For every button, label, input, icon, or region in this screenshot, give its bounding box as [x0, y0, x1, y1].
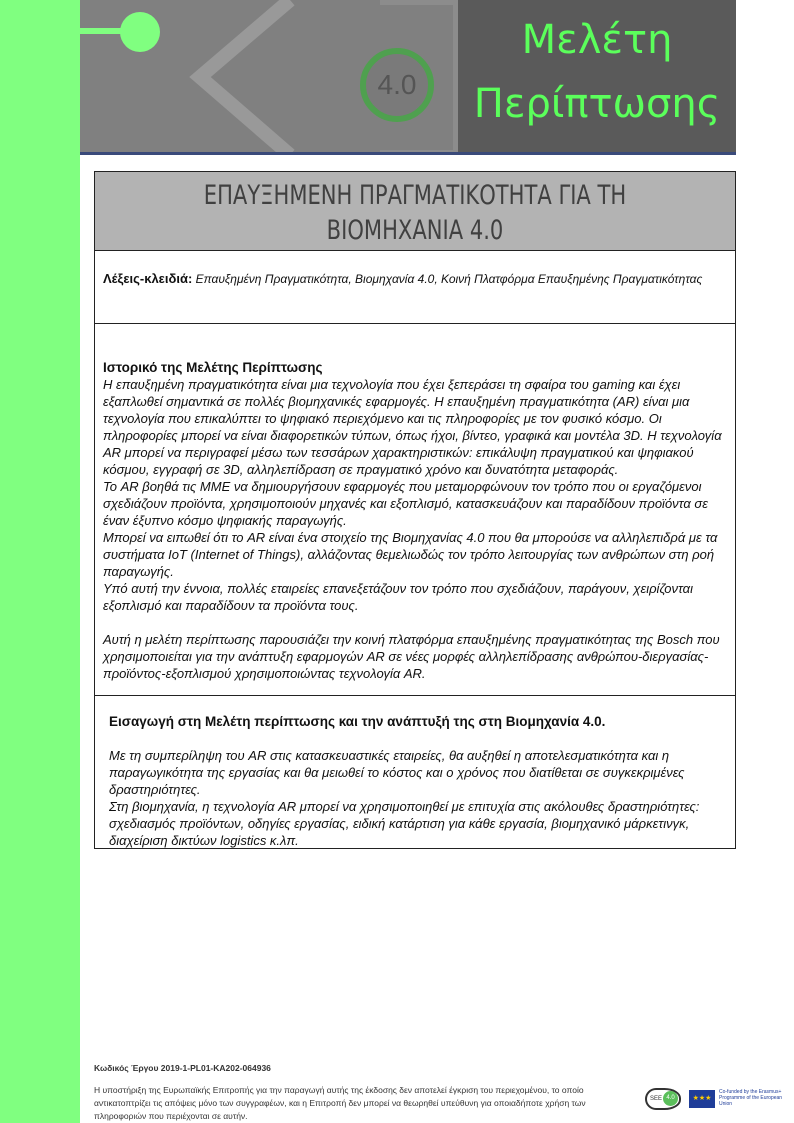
background-paragraph-5: Αυτή η μελέτη περίπτωσης παρουσιάζει την κοινή πλατφόρμα επαυξημένης πραγματικότητας της Bosch που χρησιμοποιείται για την ανάπτυξη εφαρμογών AR σε νέες μορφές αλληλεπίδρασης ανθρώπου-διεργασίας-προϊόντος-εξοπλισμού χρησιμοποιώντας τεχνολογία AR. [103, 632, 720, 681]
background-paragraph-4: Υπό αυτή την έννοια, πολλές εταιρείες επανεξετάζουν τον τρόπο που σχεδιάζουν, παράγουν, χειρίζονται εξοπλισμό και παραδίδουν τα προϊόντα τους. [103, 581, 693, 613]
introduction-cell [95, 696, 735, 848]
page-footer [94, 1063, 594, 1123]
case-study-table [94, 171, 736, 849]
keywords-cell [95, 251, 735, 324]
background-paragraph-3: Μπορεί να ειπωθεί ότι το AR είναι ένα στοιχείο της Βιομηχανίας 4.0 που θα μπορούσε να αλληλεπιδρά με τα συστήματα IoT (Internet of Things), αλλάζοντας θεμελιωδώς τον τρόπο λειτουργίας των ανθρώπων στη ροή παραγωγής. [103, 530, 718, 579]
eu-disclaimer: Η υποστήριξη της Ευρωπαϊκής Επιτροπής για την παραγωγή αυτής της έκδοσης δεν αποτελεί έγκριση του περιεχομένου, το οποίο αντικατοπτρίζει τις απόψεις μόνο των συγγραφέων, και η Επιτροπή δεν μπορεί να θεωρηθεί υπεύθυνη για οποιαδήποτε χρήση των πληροφοριών που περιέχονται σε αυτήν. [94, 1085, 586, 1121]
background-paragraph-2: Το AR βοηθά τις ΜΜΕ να δημιουργήσουν εφαρμογές που μεταμορφώνουν τον τρόπο που οι εργαζόμενοι σχεδιάζουν προϊόντα, χρησιμοποιούν μηχανές και εξοπλισμό, κατασκευάζουν και παραδίδουν προϊόντα σε έναν έξυπνο κόσμο ψηφιακής παραγωγής. [103, 479, 708, 528]
badge-text: 4.0 [377, 69, 417, 100]
see-logo-text: SEE [650, 1096, 663, 1102]
left-sidebar-bar [0, 0, 80, 1123]
header-title-line1: Μελέτη [521, 17, 673, 63]
footer-logos [645, 1088, 783, 1114]
background-cell [95, 324, 735, 696]
page-header [80, 0, 736, 155]
header-title [458, 8, 736, 136]
erasmus-cofunded-text: Co-funded by the Erasmus+ Programme of the European Union [719, 1089, 783, 1107]
header-graphic [80, 0, 458, 155]
keywords-label: Λέξεις-κλειδιά: [103, 271, 193, 286]
header-title-line2: Περίπτωσης [473, 81, 721, 127]
background-paragraph-1: Η επαυξημένη πραγματικότητα είναι μια τεχνολογία που έχει ξεπεράσει τη σφαίρα του gaming και έχει εξαπλωθεί σημαντικά σε πολλές βιομηχανικές εφαρμογές. Η επαυξημένη πραγματικότητα (AR) είναι μια τεχνολογία που επικαλύπτει το ψηφιακό περιεχόμενο και τις πληροφορίες με τον φυσικό κόσμο. Οι πληροφορίες μπορεί να είναι διαφορετικών τύπων, όπως ήχοι, βίντεο, γραφικά και μοντέλα 3D. Η τεχνολογία AR μπορεί να περιγραφεί μέσω των τεσσάρων χαρακτηριστικών: επικάλυψη πραγματικού και ψηφιακού κόσμου, εγγραφή σε 3D, αλληλεπίδραση σε πραγματικό χρόνο και δυνατότητα μεταφοράς. [103, 377, 722, 477]
header-green-dot [120, 12, 160, 52]
document-title-line2: ΒΙΟΜΗΧΑΝΙΑ 4.0 [326, 215, 504, 246]
introduction-paragraph-2: Στη βιομηχανία, η τεχνολογία AR μπορεί να χρησιμοποιηθεί με επιτυχία στις ακόλουθες δραστηριότητες: σχεδιασμός προϊόντων, οδηγίες εργασίας, ειδική κατάρτιση για κάθε εργασία, βιομηχανικό μάρκετινγκ, διαχείριση δικτύων logistics κ.λπ. [109, 799, 700, 848]
introduction-title: Εισαγωγή στη Μελέτη περίπτωσης και την ανάπτυξή της στη Βιομηχανία 4.0. [109, 714, 606, 729]
introduction-paragraph-1: Με τη συμπερίληψη του AR στις κατασκευαστικές εταιρείες, θα αυξηθεί η αποτελεσματικότητα και η παραγωγικότητα της εργασίας και θα μειωθεί το κόστος και ο χρόνος που διατίθεται σε συγκεκριμένες δραστηριότητες. [109, 748, 685, 797]
see-logo-number: 4.0 [663, 1091, 678, 1106]
project-code: Κωδικός Έργου 2019-1-PL01-KA202-064936 [94, 1063, 271, 1073]
keywords-text: Επαυξημένη Πραγματικότητα, Βιομηχανία 4.0, Κοινή Πλατφόρμα Επαυξημένης Πραγματικότητας [192, 272, 703, 286]
document-title-line1: ΕΠΑΥΞΗΜΕΝΗ ΠΡΑΓΜΑΤΙΚΟΤΗΤΑ ΓΙΑ ΤΗ [203, 180, 627, 211]
header-underline [80, 152, 736, 155]
eu-flag-icon: ★★★ [689, 1090, 715, 1108]
industry-badge [360, 48, 434, 122]
background-title: Ιστορικό της Μελέτης Περίπτωσης [103, 360, 323, 375]
document-title [95, 172, 735, 251]
